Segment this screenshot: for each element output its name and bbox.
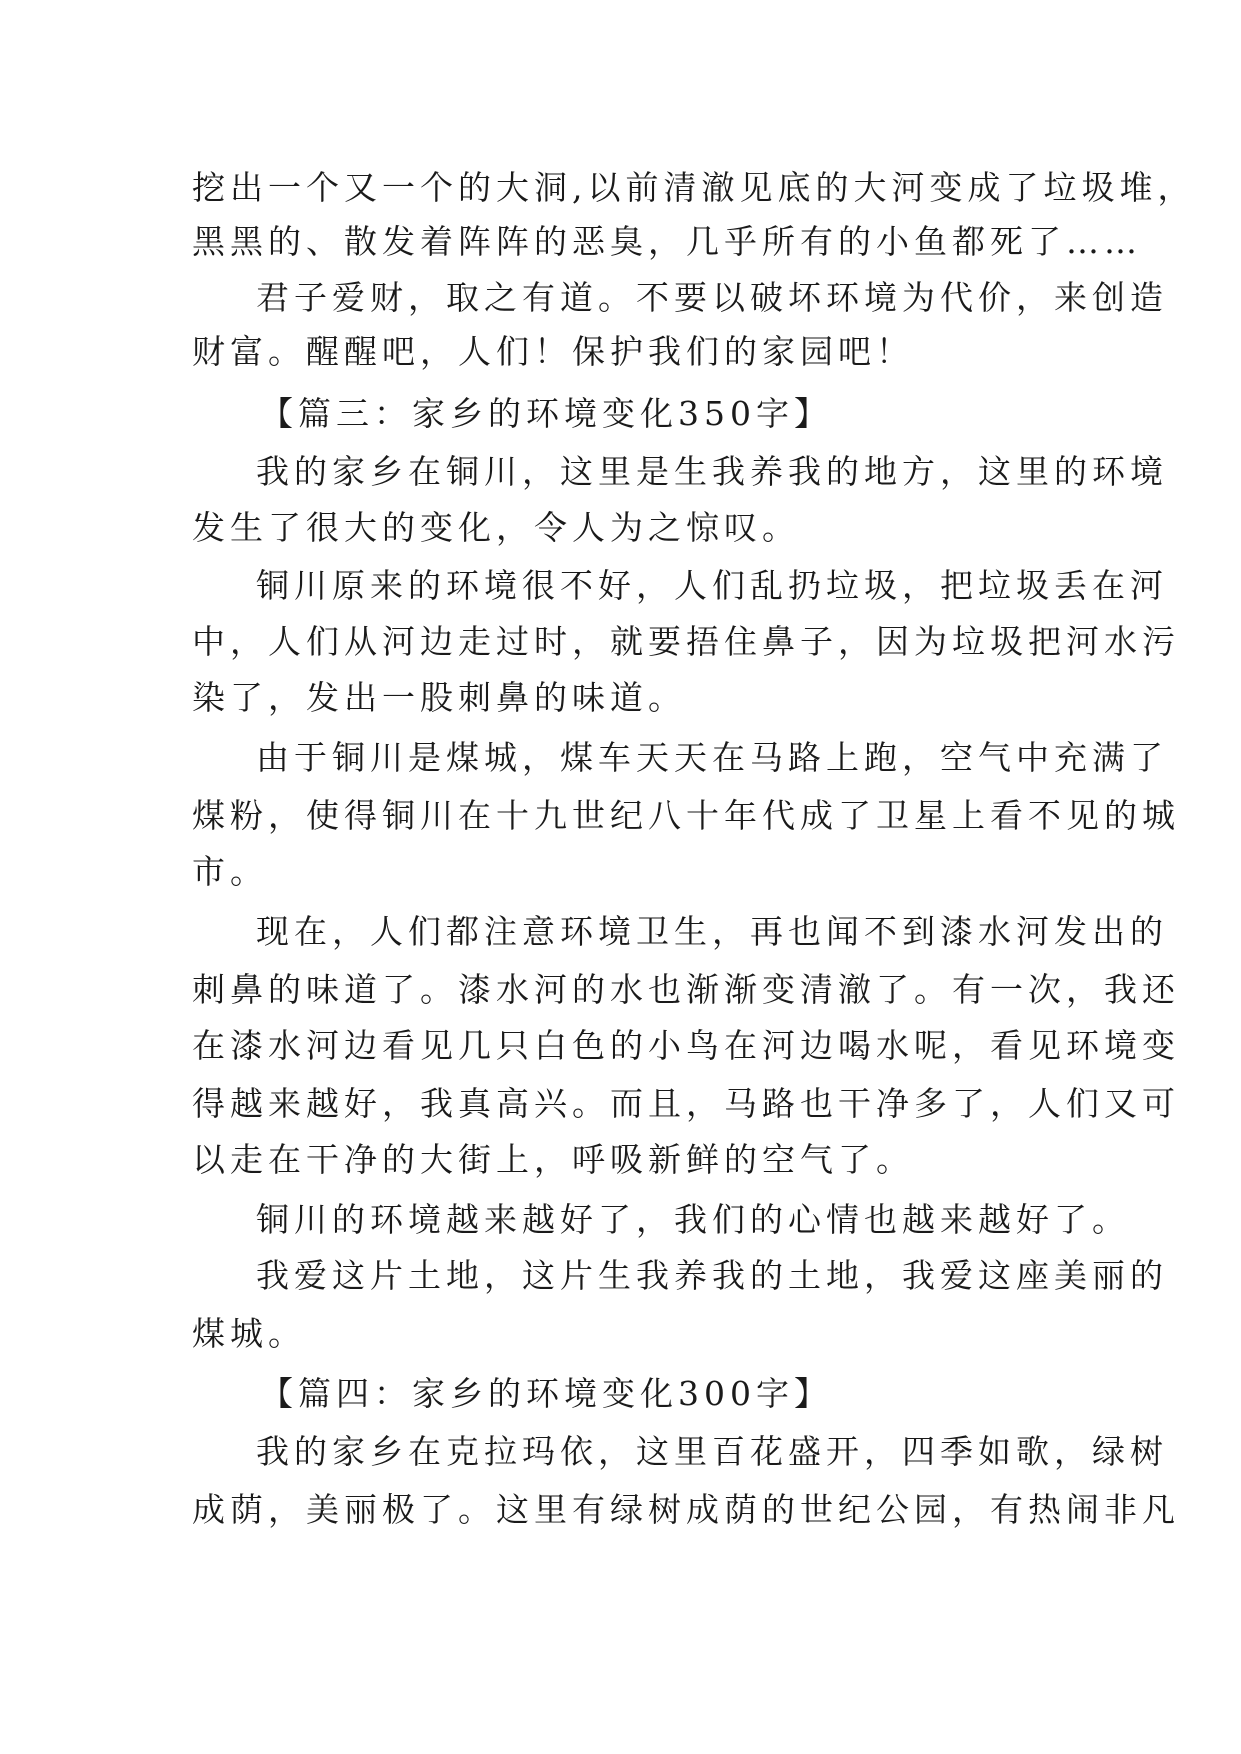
text-line: 以走在干净的大街上，呼吸新鲜的空气了。 [192,1140,914,1179]
text-line: 得越来越好，我真高兴。而且，马路也干净多了，人们又可 [192,1084,1180,1123]
text-line: 在漆水河边看见几只白色的小鸟在河边喝水呢，看见环境变 [192,1026,1180,1065]
text-line: 煤粉，使得铜川在十九世纪八十年代成了卫星上看不见的城 [192,796,1180,835]
text-line: 染了，发出一股刺鼻的味道。 [192,678,686,717]
paragraph-start: 由于铜川是煤城，煤车天天在马路上跑，空气中充满了 [256,738,1168,777]
text-line: 刺鼻的味道了。漆水河的水也渐渐变清澈了。有一次，我还 [192,970,1180,1009]
paragraph-start: 现在，人们都注意环境卫生，再也闻不到漆水河发出的 [256,912,1168,951]
paragraph-start: 铜川原来的环境很不好，人们乱扔垃圾，把垃圾丢在河 [256,566,1168,605]
text-line: 挖出一个又一个的大洞,以前清澈见底的大河变成了垃圾堆， [192,168,1196,207]
paragraph-start: 君子爱财，取之有道。不要以破坏环境为代价，来创造 [256,278,1168,317]
section-heading: 【篇三：家乡的环境变化350字】 [260,394,832,433]
paragraph-start: 我的家乡在铜川，这里是生我养我的地方，这里的环境 [256,452,1168,491]
text-line: 中，人们从河边走过时，就要捂住鼻子，因为垃圾把河水污 [192,622,1180,661]
text-line: 市。 [192,852,268,891]
text-line: 黑黑的、散发着阵阵的恶臭，几乎所有的小鱼都死了…… [192,222,1142,261]
paragraph-start: 我的家乡在克拉玛依，这里百花盛开，四季如歌，绿树 [256,1432,1168,1471]
section-heading: 【篇四：家乡的环境变化300字】 [260,1374,832,1413]
text-line: 发生了很大的变化，令人为之惊叹。 [192,508,800,547]
paragraph-start: 铜川的环境越来越好了，我们的心情也越来越好了。 [256,1200,1130,1239]
text-line: 煤城。 [192,1314,306,1353]
text-line: 成荫，美丽极了。这里有绿树成荫的世纪公园，有热闹非凡 [192,1490,1180,1529]
text-line: 财富。醒醒吧，人们！保护我们的家园吧！ [192,332,914,371]
paragraph-start: 我爱这片土地，这片生我养我的土地，我爱这座美丽的 [256,1256,1168,1295]
